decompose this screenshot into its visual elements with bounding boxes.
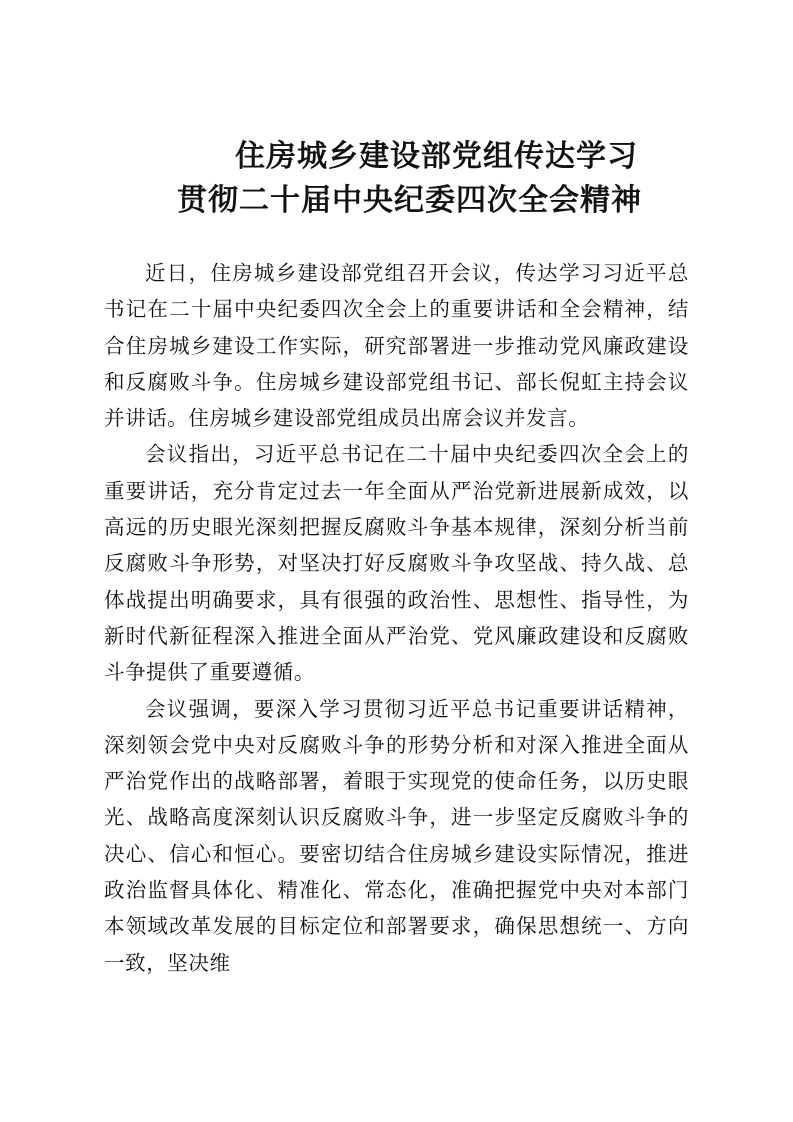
paragraph-1: 近日，住房城乡建设部党组召开会议，传达学习习近平总书记在二十届中央纪委四次全会上的重要讲话和全会精神，结合住房城乡建设工作实际，研究部署进一步推动党风廉政建设和反腐败斗争。住房城乡建设部党组书记、部长倪虹主持会议并讲话。住房城乡建设部党组成员出席会议并发言。 [104,261,689,431]
document-title-line-1: 住房城乡建设部党组传达学习 [235,139,638,174]
paragraph-2: 会议指出，习近平总书记在二十届中央纪委四次全会上的重要讲话，充分肯定过去一年全面从严治党新进展新成效，以高远的历史眼光深刻把握反腐败斗争基本规律，深刻分析当前反腐败斗争形势，对坚决打好反腐败斗争攻坚战、持久战、总体战提出明确要求，具有很强的政治性、思想性、指导性，为新时代新征程深入推进全面从严治党、党风廉政建设和反腐败斗争提供了重要遵循。 [104,442,689,685]
paragraph-3: 会议强调，要深入学习贯彻习近平总书记重要讲话精神，深刻领会党中央对反腐败斗争的形势分析和对深入推进全面从严治党作出的战略部署，着眼于实现党的使命任务，以历史眼光、战略高度深刻认识反腐败斗争，进一步坚定反腐败斗争的决心、信心和恒心。要密切结合住房城乡建设实际情况，推进政治监督具体化、精准化、常态化，准确把握党中央对本部门本领域改革发展的目标定位和部署要求，确保思想统一、方向一致，坚决维 [104,696,689,975]
document-body [104,255,689,981]
document-title-line-2: 贯彻二十届中央纪委四次全会精神 [177,183,642,218]
